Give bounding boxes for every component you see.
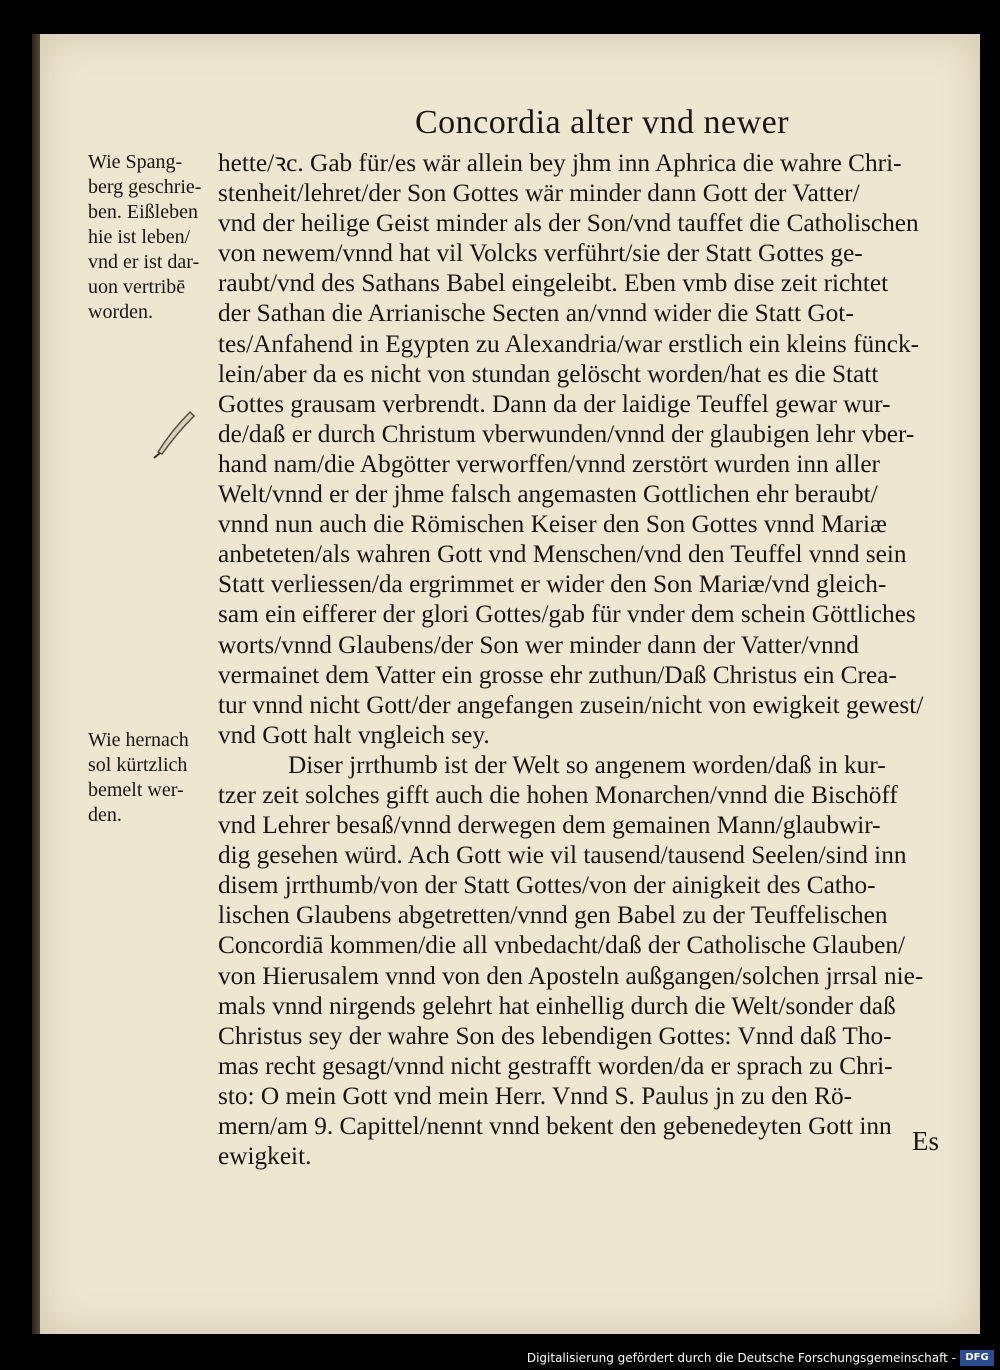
margin-note-line: uon vertribē (88, 276, 186, 298)
body-line: sto: O mein Gott vnd mein Herr. Vnnd S. Paulus jn zu den Rö- (218, 1081, 853, 1110)
margin-note-line: den. (88, 804, 122, 826)
body-line: Diser jrrthumb ist der Welt so angenem worden/daß in kur- (288, 750, 886, 779)
running-head: Concordia alter vnd newer (415, 104, 790, 141)
catchword: Es (912, 1126, 939, 1156)
margin-note-line: Wie Spang- (88, 151, 183, 173)
dfg-logo: DFG (960, 1350, 994, 1366)
body-line: hand nam/die Abgötter verworffen/vnnd zerstört wurden inn aller (218, 449, 880, 478)
body-line: vnd der heilige Geist minder als der Son/vnd tauffet die Catholischen (218, 209, 919, 238)
body-line: ewigkeit. (218, 1142, 312, 1171)
margin-note-line: ben. Eißleben (88, 201, 198, 223)
body-line: tur vnnd nicht Gott/der angefangen zusein/nicht von ewigkeit gewest/ (218, 690, 924, 719)
margin-note-line: berg geschrie- (88, 176, 202, 198)
footer-credit: Digitalisierung gefördert durch die Deutsche Forschungsgemeinschaft - (526, 1351, 956, 1365)
margin-note-line: bemelt wer- (88, 779, 184, 801)
body-line: tzer zeit solches gifft auch die hohen Monarchen/vnnd die Bischöff (218, 780, 898, 809)
body-line: Welt/vnnd er der jhme falsch angemasten Gottlichen ehr beraubt/ (218, 480, 878, 509)
margin-note-1 (88, 150, 220, 325)
body-line: hette/ꝛc. Gab für/es wär allein bey jhm inn Aphrica die wahre Chri- (218, 149, 902, 177)
body-line: mas recht gesagt/vnnd nicht gestrafft worden/da er sprach zu Chri- (218, 1051, 893, 1080)
body-line: worts/vnnd Glaubens/der Son wer minder dann der Vatter/vnnd (218, 630, 859, 659)
footer-bar (0, 1342, 1000, 1370)
quill-mark-icon (150, 408, 198, 460)
margin-note-2 (88, 728, 220, 828)
body-line: dig gesehen würd. Ach Gott wie vil tausend/tausend Seelen/sind inn (218, 841, 907, 870)
body-line: mern/am 9. Capittel/nennt vnnd bekent den gebenedeyten Gott inn (218, 1112, 892, 1140)
body-line: stenheit/lehret/der Son Gottes wär minder dann Gott der Vatter/ (218, 179, 860, 208)
body-line: tes/Anfahend in Egypten zu Alexandria/war erstlich ein kleins fünck- (218, 329, 920, 358)
body-line: von newem/vnnd hat vil Volcks verführt/sie der Statt Gottes ge- (218, 239, 863, 268)
body-line: Christus sey der wahre Son des lebendigen Gottes: Vnnd daß Tho- (218, 1021, 892, 1050)
body-line: sam ein eifferer der glori Gottes/gab für vnder dem schein Göttliches (218, 600, 916, 629)
body-line: raubt/vnd des Sathans Babel eingeleibt. Eben vmb dise zeit richtet (218, 269, 889, 298)
body-line: vnnd nun auch die Römischen Keiser den Son Gottes vnnd Mariæ (218, 510, 887, 539)
body-line: von Hierusalem vnnd von den Aposteln außgangen/solchen jrrsal nie- (218, 961, 924, 990)
body-line: lein/aber da es nicht von stundan gelöscht worden/hat es die Statt (218, 359, 879, 388)
body-text (218, 148, 958, 1171)
body-line: mals vnnd nirgends gelehrt hat einhellig durch die Welt/sonder daß (218, 991, 896, 1020)
margin-note-line: Wie hernach (88, 729, 189, 751)
body-line: disem jrrthumb/von der Statt Gottes/von der ainigkeit des Catho- (218, 871, 876, 900)
body-line: de/daß er durch Christum vberwunden/vnnd der glaubigen lehr vber- (218, 419, 915, 448)
margin-note-line: sol kürtzlich (88, 754, 188, 776)
body-line: vnd Gott halt vngleich sey. (218, 720, 490, 749)
body-line: der Sathan die Arrianische Secten an/vnnd wider die Statt Got- (218, 299, 854, 328)
margin-note-line: vnd er ist dar- (88, 251, 200, 273)
body-line: Statt verliessen/da ergrimmet er wider den Son Mariæ/vnd gleich- (218, 570, 887, 599)
body-line: Concordiā kommen/die all vnbedacht/daß der Catholische Glauben/ (218, 931, 906, 960)
margin-note-line: hie ist leben/ (88, 226, 191, 248)
body-line: Gottes grausam verbrendt. Dann da der laidige Teuffel gewar wur- (218, 389, 891, 418)
body-line: anbeteten/als wahren Gott vnd Menschen/vnd den Teuffel vnnd sein (218, 540, 907, 569)
body-line: vermainet dem Vatter ein grosse ehr zuthun/Daß Christus ein Crea- (218, 660, 897, 689)
body-line: lischen Glaubens abgetretten/vnnd gen Babel zu der Teuffelischen (218, 901, 888, 930)
margin-note-line: worden. (88, 301, 153, 323)
body-line: vnd Lehrer besaß/vnnd derwegen dem gemainen Mann/glaubwir- (218, 811, 881, 840)
